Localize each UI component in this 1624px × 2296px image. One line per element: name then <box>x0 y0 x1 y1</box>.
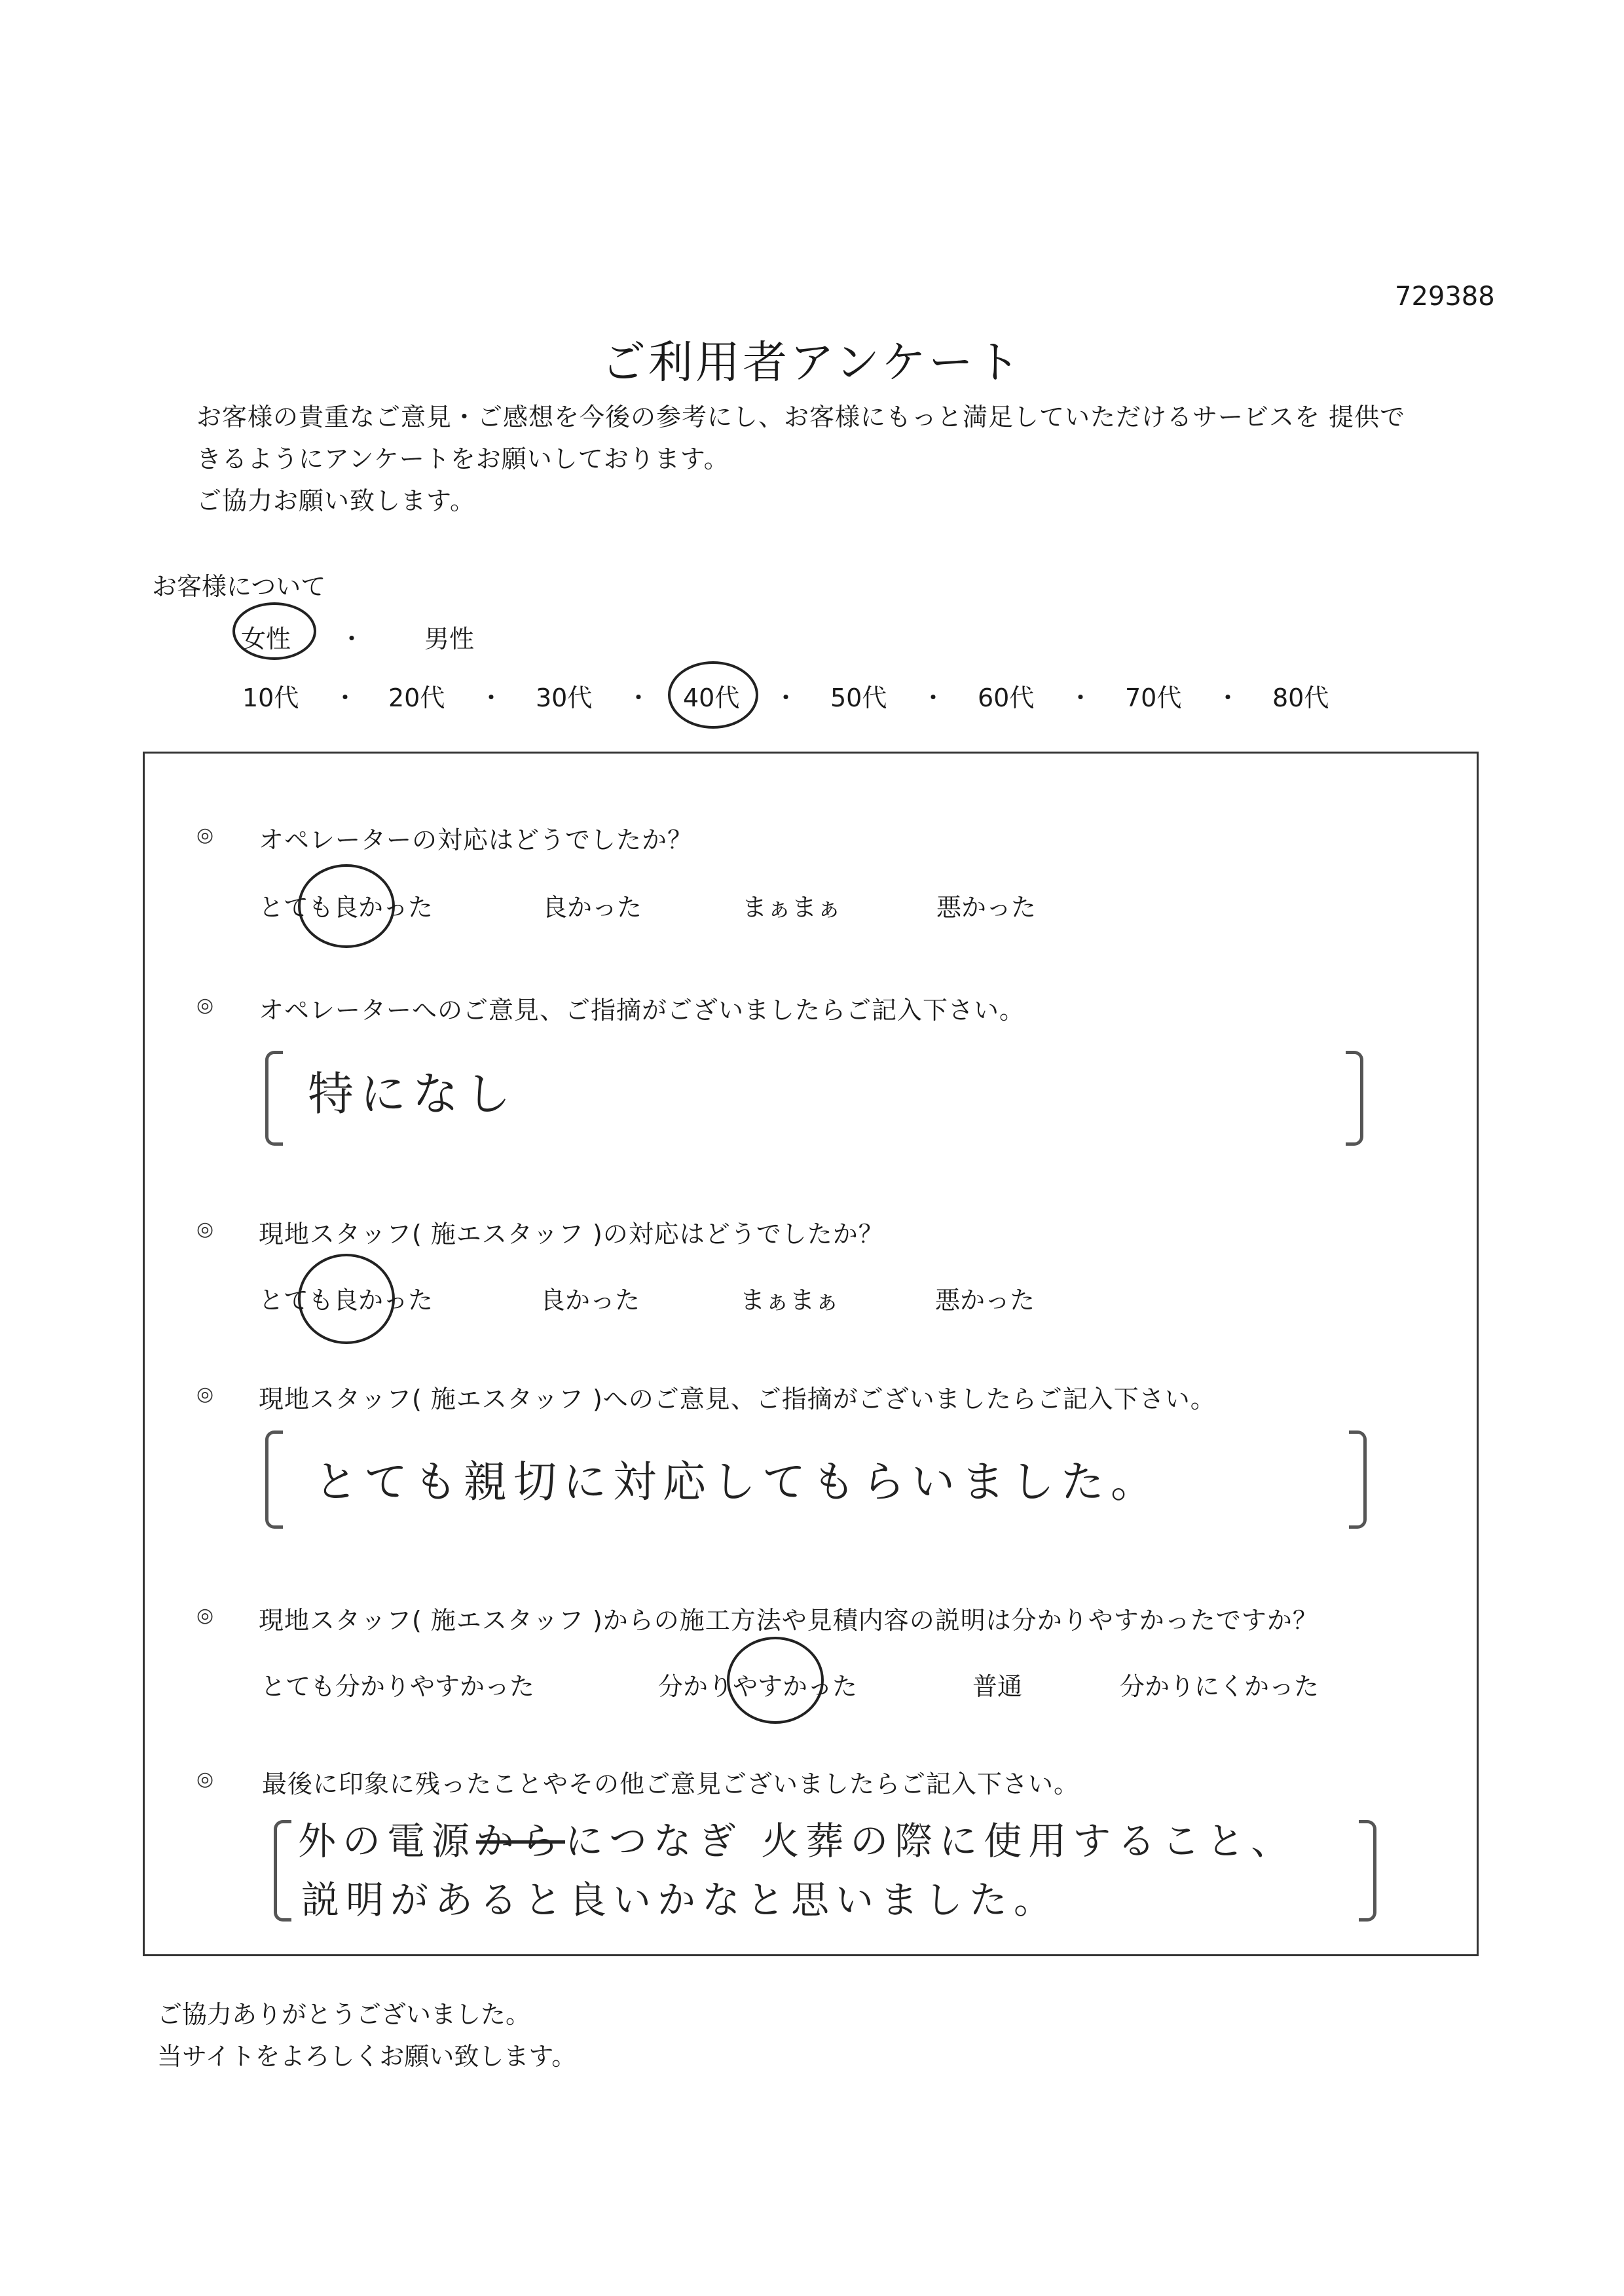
q1-bullet: ◎ <box>196 824 214 847</box>
gender-option-female[interactable]: 女性 <box>241 625 291 653</box>
q3-question: 現地スタッフ( 施エスタッフ )の対応はどうでしたか？ <box>259 1220 884 1248</box>
q3-option-very-good[interactable]: とても良かった <box>259 1286 434 1315</box>
q6-answer-line-1-part-a: 外の電源 <box>298 1819 477 1863</box>
q3-option-so-so[interactable]: まぁまぁ <box>740 1286 840 1315</box>
q5-question: 現地スタッフ( 施エスタッフ )からの施工方法や見積内容の説明は分かりやすかったですか？ <box>259 1606 1318 1635</box>
q3-option-good[interactable]: 良かった <box>540 1286 640 1315</box>
age-separator: ・ <box>626 683 652 712</box>
intro-text <box>196 396 1500 522</box>
age-option-30s[interactable]: 30代 <box>536 683 593 712</box>
age-separator: ・ <box>333 683 358 712</box>
footer-text <box>157 1994 576 2077</box>
q6-answer-bracket-left <box>274 1820 291 1922</box>
age-option-50s[interactable]: 50代 <box>830 683 887 712</box>
q5-option-clear[interactable]: 分かりやすかった <box>658 1672 858 1701</box>
q2-answer-bracket-left <box>265 1051 283 1146</box>
intro-line-1: お客様の貴重なご意見・ご感想を今後の参考にし、お客様にもっと満足していただけるサービスを 提供で <box>196 403 1406 431</box>
page-title: ご利用者アンケート <box>601 337 1023 389</box>
q6-answer-line-2: 説明があると良いかなと思いました。 <box>301 1878 1059 1922</box>
q5-option-very-clear[interactable]: とても分かりやすかった <box>261 1672 535 1701</box>
customer-section-label: お客様について <box>152 572 326 601</box>
q4-answer-handwriting: とても親切に対応してもらいました。 <box>314 1457 1160 1507</box>
q5-bullet: ◎ <box>196 1604 214 1627</box>
q1-option-so-so[interactable]: まぁまぁ <box>742 893 842 922</box>
q4-answer-bracket-right <box>1349 1430 1367 1529</box>
q6-answer-line-1-part-b: につなぎ 火葬の際に使用すること、 <box>565 1819 1296 1863</box>
q1-option-bad[interactable]: 悪かった <box>936 893 1037 922</box>
age-separator: ・ <box>921 683 946 712</box>
q1-option-good[interactable]: 良かった <box>542 893 642 922</box>
age-option-80s[interactable]: 80代 <box>1272 683 1329 712</box>
age-option-70s[interactable]: 70代 <box>1125 683 1182 712</box>
age-option-20s[interactable]: 20代 <box>388 683 445 712</box>
age-separator: ・ <box>1068 683 1094 712</box>
q6-question: 最後に印象に残ったことやその他ご意見ございましたらご記入下さい。 <box>262 1770 1080 1798</box>
age-option-60s[interactable]: 60代 <box>978 683 1035 712</box>
footer-line-2: 当サイトをよろしくお願い致します。 <box>157 2042 577 2071</box>
intro-line-3: ご協力お願い致します。 <box>196 486 475 515</box>
q6-answer-line-1 <box>298 1810 1295 1865</box>
gender-separator: ・ <box>339 625 365 653</box>
document-id: 729388 <box>1395 282 1495 312</box>
intro-line-2: きるようにアンケートをお願いしております。 <box>196 445 729 473</box>
q4-answer-bracket-left <box>265 1430 283 1529</box>
age-separator: ・ <box>1215 683 1241 712</box>
age-separator: ・ <box>773 683 799 712</box>
q5-option-unclear[interactable]: 分かりにくかった <box>1120 1672 1320 1701</box>
q2-question: オペレーターへのご意見、ご指摘がございましたらご記入下さい。 <box>259 996 1025 1025</box>
q3-bullet: ◎ <box>196 1218 214 1241</box>
q1-option-very-good[interactable]: とても良かった <box>259 893 434 922</box>
age-option-40s[interactable]: 40代 <box>683 683 740 712</box>
q6-answer-struck-text: から <box>476 1819 566 1863</box>
age-separator: ・ <box>479 683 504 712</box>
gender-option-male[interactable]: 男性 <box>424 625 475 653</box>
age-option-10s[interactable]: 10代 <box>242 683 299 712</box>
footer-line-1: ご協力ありがとうございました。 <box>157 2000 531 2029</box>
q4-bullet: ◎ <box>196 1383 214 1406</box>
q2-answer-bracket-right <box>1346 1051 1363 1146</box>
q1-question: オペレーターの対応はどうでしたか？ <box>259 826 693 854</box>
q5-option-normal[interactable]: 普通 <box>972 1672 1023 1701</box>
q3-option-bad[interactable]: 悪かった <box>935 1286 1035 1315</box>
q6-answer-bracket-right <box>1359 1820 1376 1922</box>
q6-bullet: ◎ <box>196 1768 214 1791</box>
q4-question: 現地スタッフ( 施エスタッフ )へのご意見、ご指摘がございましたらご記入下さい。 <box>259 1385 1216 1413</box>
q2-answer-handwriting: 特になし <box>308 1067 517 1121</box>
q2-bullet: ◎ <box>196 994 214 1017</box>
